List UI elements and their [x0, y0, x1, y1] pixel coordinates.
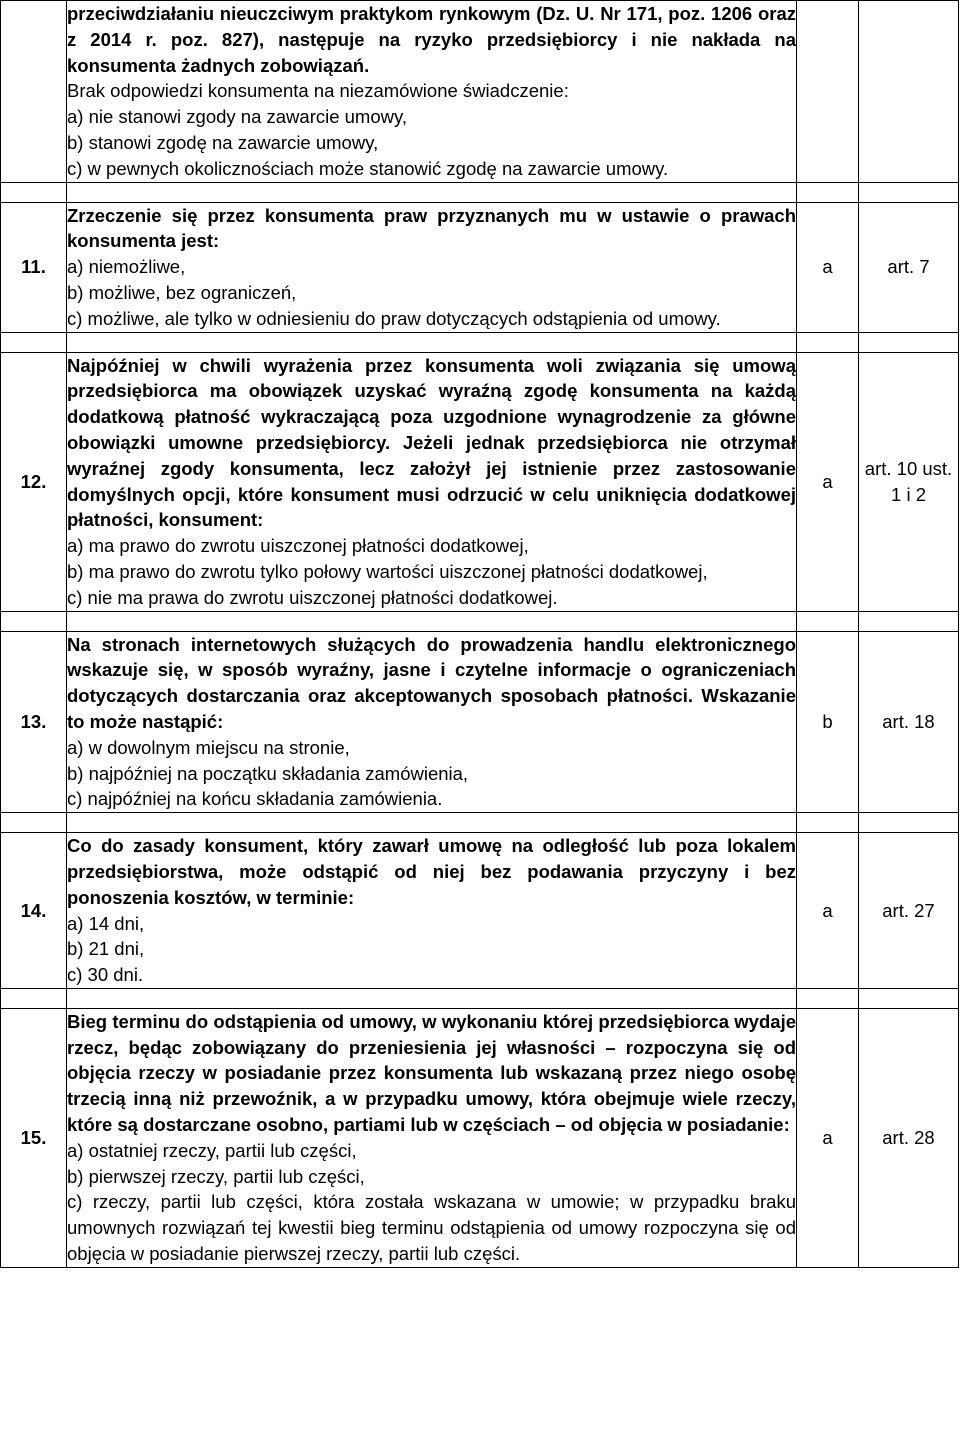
question-cell — [67, 352, 797, 611]
option-a: a) ma prawo do zwrotu uiszczonej płatności dodatkowej, — [67, 535, 529, 557]
question-cell — [67, 631, 797, 813]
option-b: b) stanowi zgodę na zawarcie umowy, — [67, 131, 379, 153]
option-a: a) niemożliwe, — [67, 256, 186, 278]
question-stem-plain: Brak odpowiedzi konsumenta na niezamówione świadczenie: — [67, 80, 569, 102]
option-a: a) ostatniej rzeczy, partii lub części, — [67, 1139, 357, 1161]
option-a: a) w dowolnym miejscu na stronie, — [67, 736, 350, 758]
reference-cell — [859, 1, 959, 183]
reference-cell: art. 28 — [859, 1008, 959, 1267]
option-c: c) 30 dni. — [67, 964, 144, 986]
question-cell — [67, 833, 797, 989]
question-row-13 — [1, 631, 959, 813]
question-cell — [67, 1008, 797, 1267]
question-stem: przeciwdziałaniu nieuczciwym praktykom rynkowym (Dz. U. Nr 171, poz. 1206 oraz z 2014 r. poz. 827), następuje na ryzyko przedsiębiorcy i nie nakłada na konsumenta żadnych zobowiązań. — [67, 3, 796, 76]
answer-cell: a — [797, 1008, 859, 1267]
question-stem: Najpóźniej w chwili wyrażenia przez konsumenta woli związania się umową przedsiębiorca ma obowiązek uzyskać wyraźną zgodę konsumenta na każdą dodatkową płatność wykraczającą poza uzgodnione wynagrodzenie za główne obowiązki umowne przedsiębiorcy. Jeżeli jednak przedsiębiorca nie otrzymał wyraźnej zgody konsumenta, lecz założył jej istnienie przez zastosowanie domyślnych opcji, które konsument musi odrzucić w celu uniknięcia dodatkowej płatności, konsument: — [67, 354, 796, 531]
option-c: c) rzeczy, partii lub części, która została wskazana w umowie; w przypadku braku umownych rozwiązań tej kwestii bieg terminu odstąpienia od umowy rozpoczyna się od objęcia w posiadanie pierwszej rzeczy, partii lub części. — [67, 1191, 796, 1265]
question-stem: Bieg terminu do odstąpienia od umowy, w wykonaniu której przedsiębiorca wydaje rzecz, będąc zobowiązany do przeniesienia jej własności – rozpoczyna się od objęcia rzeczy w posiadanie przez konsumenta lub wskazaną przez niego osobę trzecią inną niż przewoźnik, a w przypadku umowy, która obejmuje wiele rzeczy, które są dostarczane osobno, partiami lub w częściach – od objęcia w posiadanie: — [67, 1010, 796, 1136]
spacer-row — [1, 813, 959, 833]
question-row-15 — [1, 1008, 959, 1267]
answer-cell — [797, 1, 859, 183]
question-stem: Zrzeczenie się przez konsumenta praw przyznanych mu w ustawie o prawach konsumenta jest: — [67, 204, 796, 252]
question-number: 14. — [1, 833, 67, 989]
question-number-cell — [1, 1, 67, 183]
answer-cell: a — [797, 202, 859, 332]
spacer-row — [1, 332, 959, 352]
question-row-12 — [1, 352, 959, 611]
answer-cell: a — [797, 833, 859, 989]
reference-cell: art. 7 — [859, 202, 959, 332]
answer-cell: b — [797, 631, 859, 813]
question-number: 15. — [1, 1008, 67, 1267]
option-c: c) w pewnych okolicznościach może stanowić zgodę na zawarcie umowy. — [67, 157, 669, 179]
reference-cell: art. 10 ust. 1 i 2 — [859, 352, 959, 611]
question-row-10 — [1, 1, 959, 183]
question-number: 13. — [1, 631, 67, 813]
question-row-14 — [1, 833, 959, 989]
option-c: c) nie ma prawa do zwrotu uiszczonej płatności dodatkowej. — [67, 586, 558, 608]
answer-cell: a — [797, 352, 859, 611]
option-a: a) 14 dni, — [67, 912, 145, 934]
question-row-11 — [1, 202, 959, 332]
option-b: b) pierwszej rzeczy, partii lub części, — [67, 1165, 365, 1187]
option-c: c) najpóźniej na końcu składania zamówienia. — [67, 788, 443, 810]
question-cell — [67, 1, 797, 183]
question-stem: Na stronach internetowych służących do prowadzenia handlu elektronicznego wskazuje się, w sposób wyraźny, jasne i czytelne informacje o ograniczeniach dotyczących dostarczania oraz akceptowanych sposobach płatności. Wskazanie to może nastąpić: — [67, 633, 796, 732]
option-c: c) możliwe, ale tylko w odniesieniu do praw dotyczących odstąpienia od umowy. — [67, 307, 721, 329]
spacer-row — [1, 988, 959, 1008]
reference-cell: art. 27 — [859, 833, 959, 989]
question-cell — [67, 202, 797, 332]
spacer-row — [1, 611, 959, 631]
spacer-row — [1, 182, 959, 202]
question-stem: Co do zasady konsument, który zawarł umowę na odległość lub poza lokalem przedsiębiorstwa, może odstąpić od niej bez podawania przyczyny i bez ponoszenia kosztów, w terminie: — [67, 835, 796, 908]
option-b: b) 21 dni, — [67, 938, 145, 960]
option-b: b) najpóźniej na początku składania zamówienia, — [67, 762, 469, 784]
question-number: 12. — [1, 352, 67, 611]
option-a: a) nie stanowi zgody na zawarcie umowy, — [67, 106, 408, 128]
option-b: b) ma prawo do zwrotu tylko połowy wartości uiszczonej płatności dodatkowej, — [67, 560, 708, 582]
question-number: 11. — [1, 202, 67, 332]
reference-cell: art. 18 — [859, 631, 959, 813]
option-b: b) możliwe, bez ograniczeń, — [67, 281, 297, 303]
